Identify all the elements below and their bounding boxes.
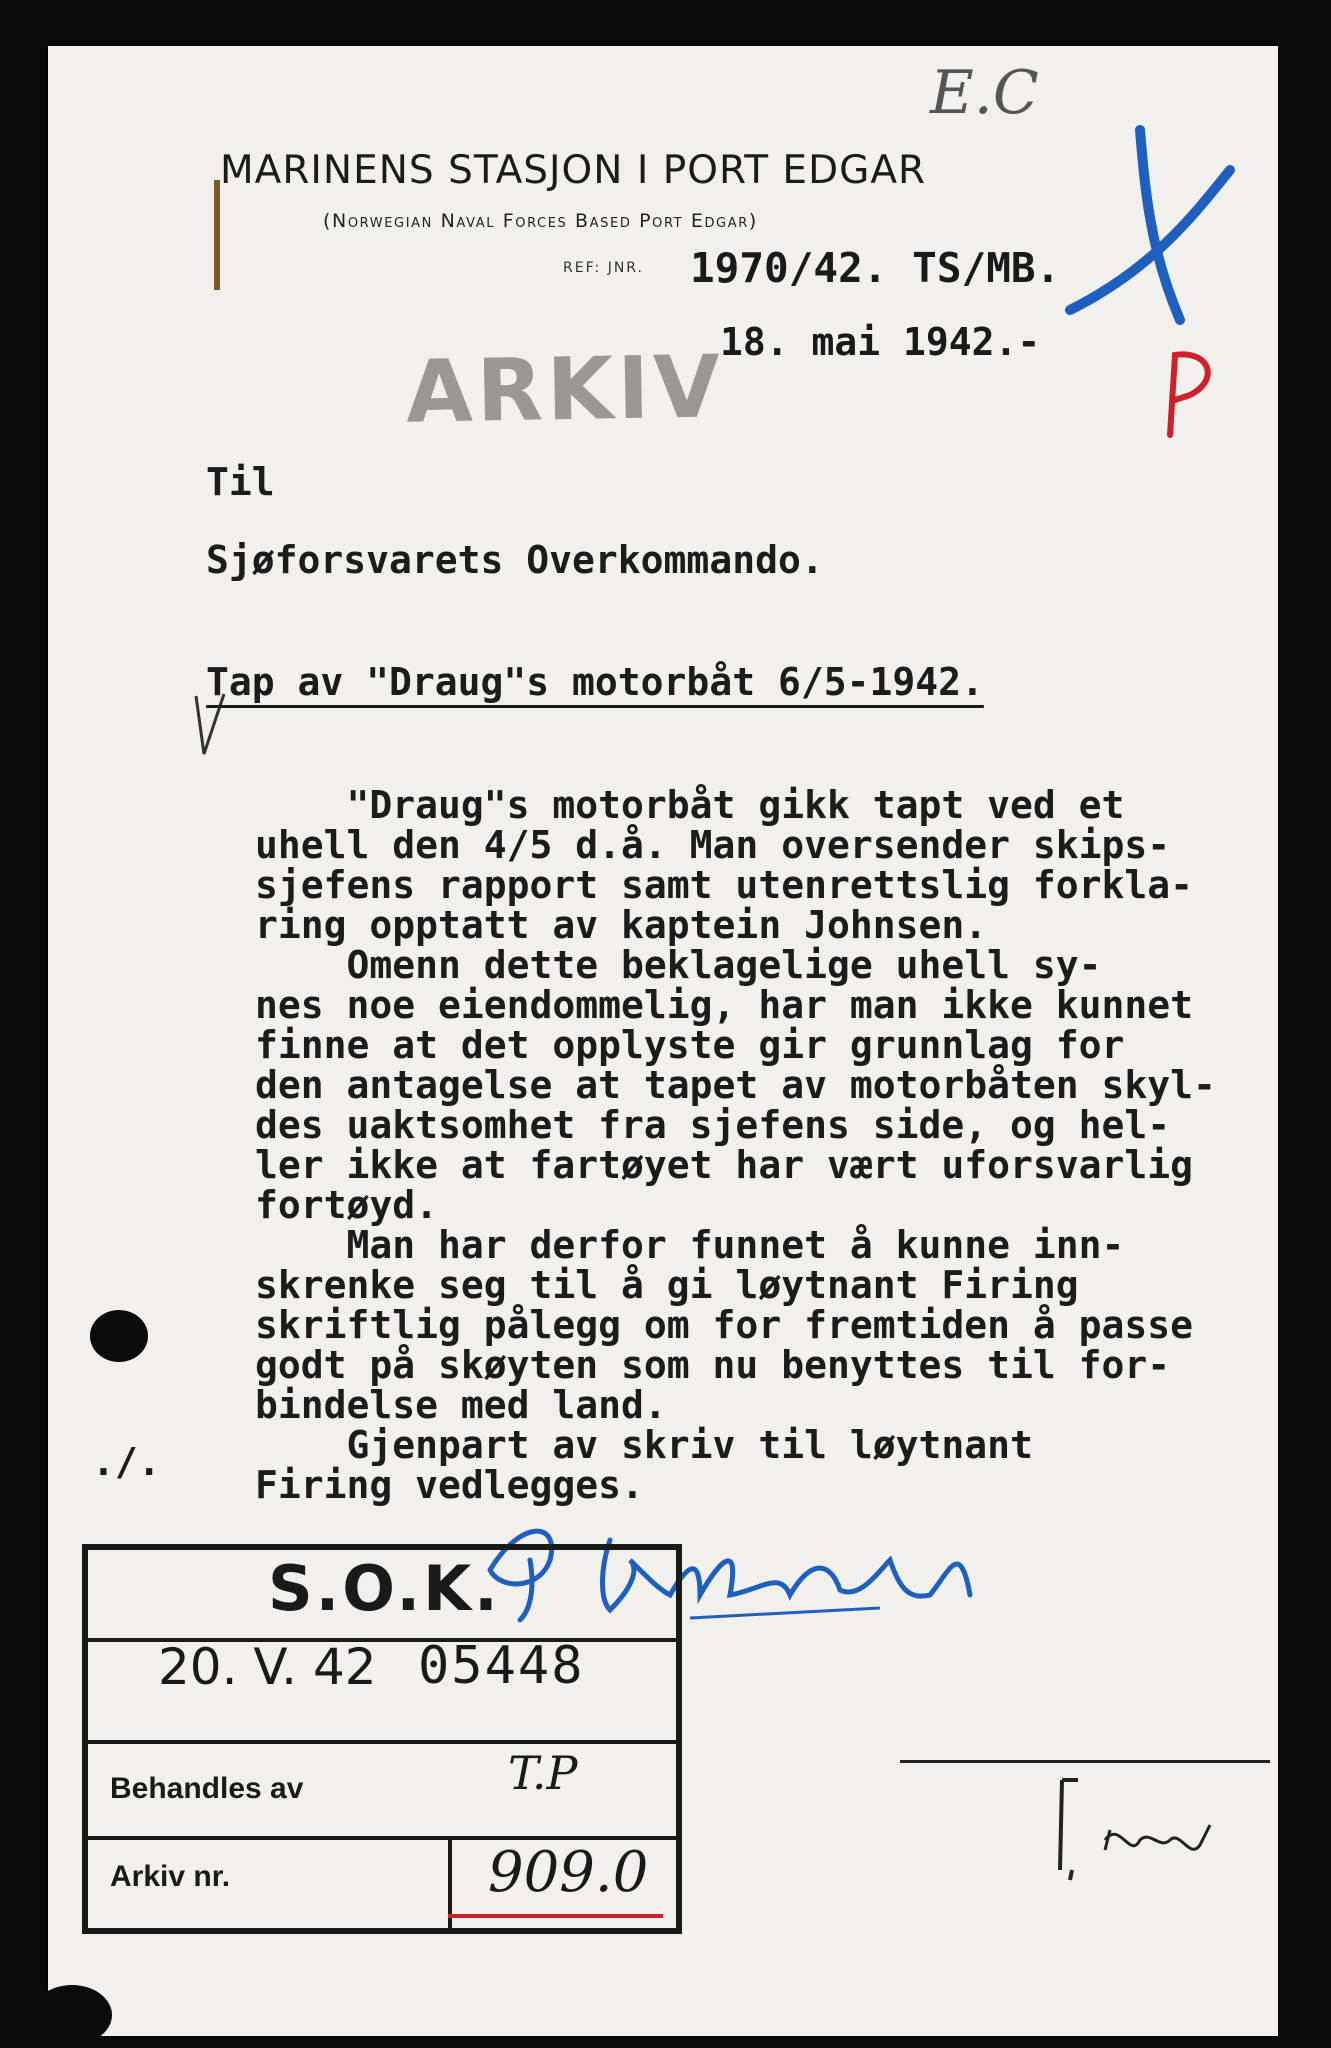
initials-signature <box>1050 1770 1250 1890</box>
body-line: sjefens rapport samt utenrettslig forkla- <box>255 863 1193 907</box>
margin-note: E.C <box>930 58 1039 128</box>
body-line: den antagelse at tapet av motorbåten skyl- <box>255 1063 1216 1107</box>
body-line: skrenke seg til å gi løytnant Firing <box>255 1263 1079 1307</box>
signature-line <box>900 1760 1270 1763</box>
body-line: finne at det opplyste gir grunnlag for <box>255 1023 1125 1067</box>
body-line: Gjenpart av skriv til løytnant <box>255 1423 1033 1467</box>
arkiv-stamp: ARKIV <box>405 337 725 443</box>
sok-stamp <box>82 1544 682 1934</box>
letter-date: 18. mai 1942.- <box>720 320 1041 364</box>
letterhead-subtitle: (Norwegian Naval Forces Based Port Edgar) <box>323 210 758 232</box>
body-line: "Draug"s motorbåt gikk tapt ved et <box>255 783 1125 827</box>
sok-number: 05448 <box>418 1636 585 1696</box>
punch-hole <box>32 1985 112 2045</box>
body-line: Omenn dette beklagelige uhell sy- <box>255 943 1102 987</box>
body-line: skriftlig pålegg om for fremtiden å passe <box>255 1303 1193 1347</box>
behandles-label: Behandles av <box>110 1772 304 1805</box>
stamp-divider <box>88 1740 676 1744</box>
body-line: uhell den 4/5 d.å. Man oversender skips- <box>255 823 1171 867</box>
red-underline <box>448 1914 663 1918</box>
arkiv-value: 909.0 <box>488 1840 649 1905</box>
ref-label: REF: JNR. <box>563 260 644 276</box>
letterhead-title: MARINENS STASJON I PORT EDGAR <box>220 148 927 193</box>
letter-body <box>255 785 1216 1505</box>
behandles-value: T.P <box>508 1746 578 1800</box>
ref-number: 1970/42. TS/MB. <box>690 244 1061 292</box>
body-line: godt på skøyten som nu benyttes til for- <box>255 1343 1171 1387</box>
address-to: Til <box>206 460 275 504</box>
sok-title: S.O.K. <box>268 1552 501 1625</box>
red-p-mark-icon <box>1150 345 1230 445</box>
body-line: ler ikke at fartøyet har vært uforsvarlig <box>255 1143 1193 1187</box>
enclosure-mark: ./. <box>92 1440 161 1484</box>
blue-x-mark-icon <box>1040 120 1240 330</box>
sok-date: 20. V. 42 <box>158 1638 377 1696</box>
address-recipient: Sjøforsvarets Overkommando. <box>206 538 824 582</box>
body-line: des uaktsomhet fra sjefens side, og hel- <box>255 1103 1171 1147</box>
subject-line: Tap av "Draug"s motorbåt 6/5-1942. <box>206 660 984 704</box>
body-line: bindelse med land. <box>255 1383 667 1427</box>
body-line: Firing vedlegges. <box>255 1463 644 1507</box>
arkiv-label: Arkiv nr. <box>110 1860 231 1893</box>
body-line: fortøyd. <box>255 1183 439 1227</box>
body-line: ring opptatt av kaptein Johnsen. <box>255 903 988 947</box>
punch-hole <box>90 1310 148 1362</box>
staple-mark-icon <box>208 180 228 290</box>
body-line: Man har derfor funnet å kunne inn- <box>255 1223 1125 1267</box>
body-line: nes noe eiendommelig, har man ikke kunnet <box>255 983 1193 1027</box>
